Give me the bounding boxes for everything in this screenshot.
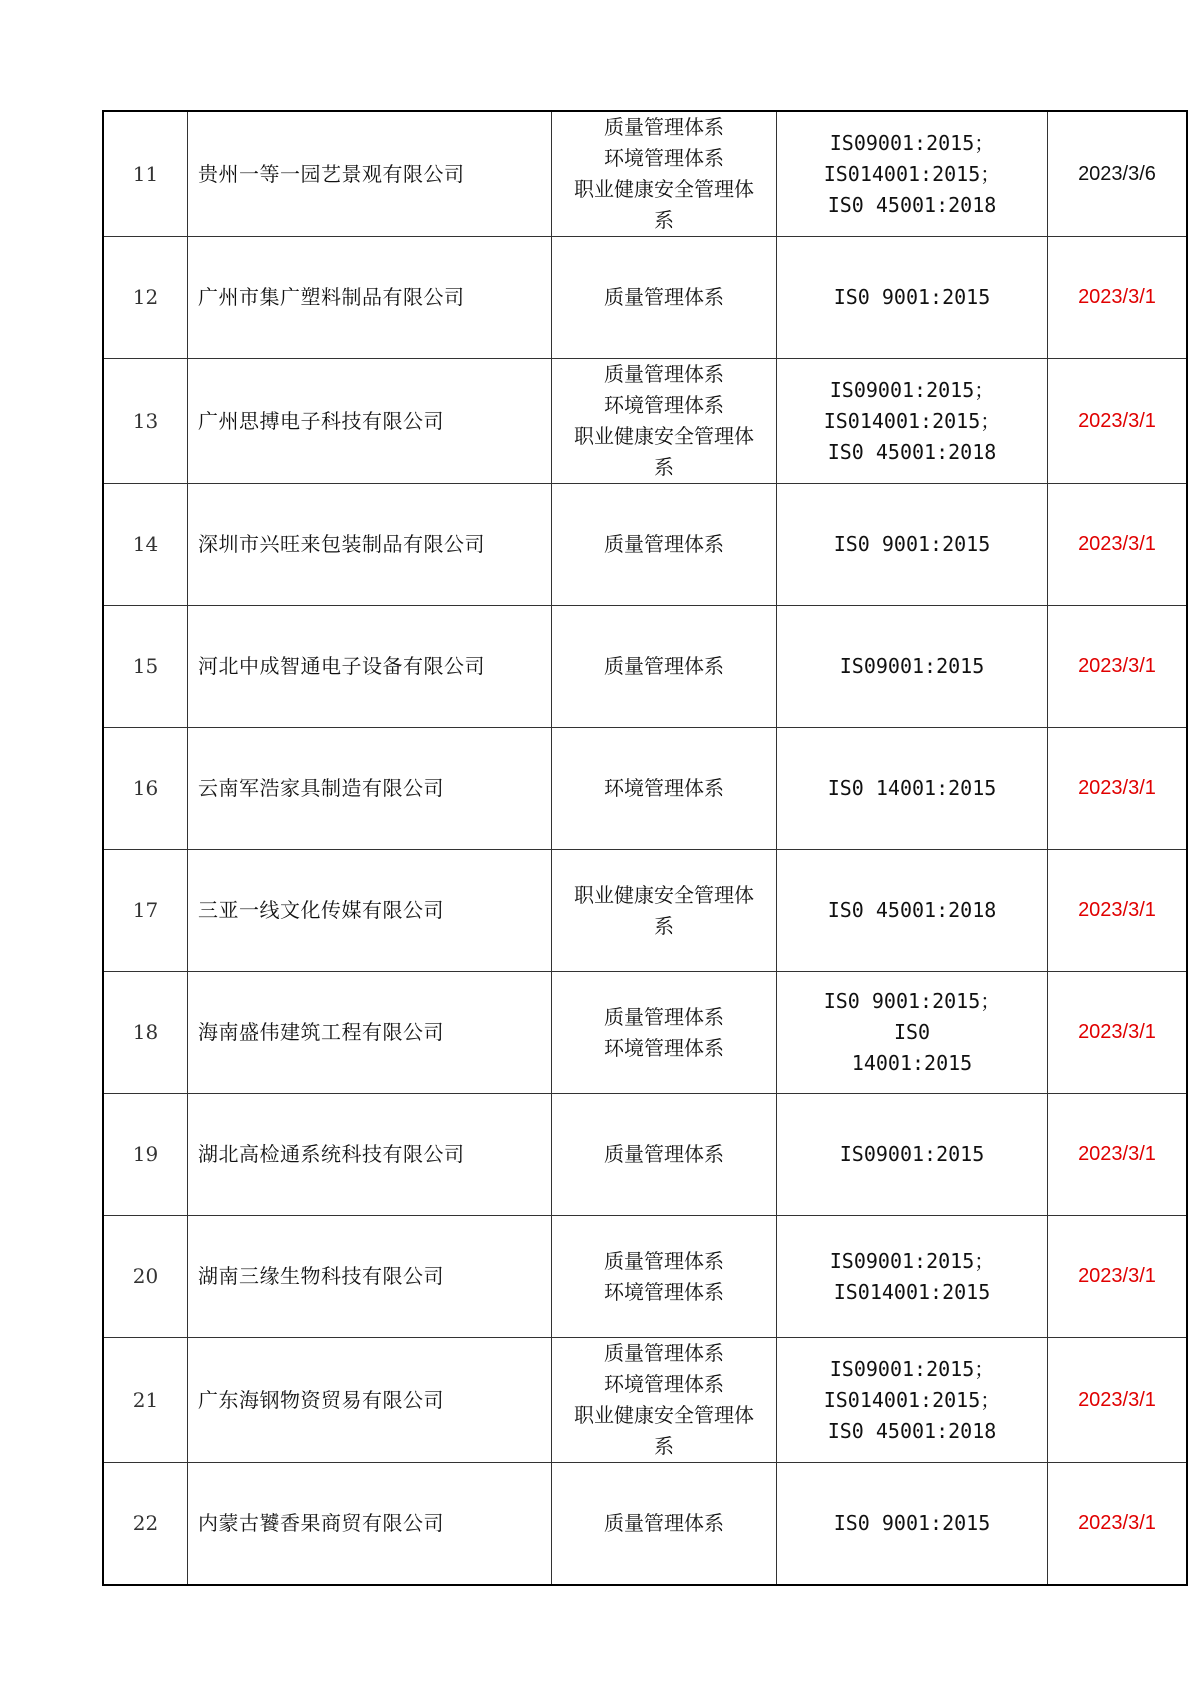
table-row <box>103 484 1187 606</box>
issue-date-cell: 2023/3/1 <box>1048 237 1188 359</box>
management-system-line: 质量管理体系 <box>604 1248 724 1273</box>
certificate-list-page <box>102 110 1188 1586</box>
management-system-line: 环境管理体系 <box>604 146 724 170</box>
certificate-table-body <box>103 111 1187 1585</box>
row-number-cell: 16 <box>103 728 188 850</box>
standard-line: IS09001:2015 <box>839 1142 985 1166</box>
standard-cell <box>777 1216 1048 1338</box>
company-name-cell: 三亚一线文化传媒有限公司 <box>188 850 552 972</box>
company-name-cell: 海南盛伟建筑工程有限公司 <box>188 972 552 1094</box>
company-name-cell: 湖北高检通系统科技有限公司 <box>188 1094 552 1216</box>
management-system-cell <box>552 1094 777 1216</box>
table-row <box>103 1338 1187 1463</box>
standard-line: IS014001:2015； <box>823 161 1001 186</box>
table-row <box>103 850 1187 972</box>
standard-cell <box>777 850 1048 972</box>
company-name-cell: 广州市集广塑料制品有限公司 <box>188 237 552 359</box>
management-system-line: 职业健康安全管理体 <box>574 882 754 907</box>
standard-line: IS0 14001:2015 <box>827 776 997 800</box>
row-number-cell: 12 <box>103 237 188 359</box>
standard-cell <box>777 359 1048 484</box>
row-number-cell: 19 <box>103 1094 188 1216</box>
standard-line: IS014001:2015； <box>823 408 1001 433</box>
row-number-cell: 20 <box>103 1216 188 1338</box>
standard-cell <box>777 1094 1048 1216</box>
standard-cell <box>777 237 1048 359</box>
management-system-line: 环境管理体系 <box>604 1035 724 1060</box>
standard-line: IS0 45001:2018 <box>827 898 997 922</box>
standard-line: IS0 9001:2015 <box>833 1511 991 1535</box>
management-system-line: 质量管理体系 <box>604 362 724 386</box>
management-system-cell <box>552 359 777 484</box>
management-system-cell <box>552 1338 777 1463</box>
management-system-line: 职业健康安全管理体 <box>574 424 754 448</box>
standard-line: IS09001:2015； <box>829 130 995 155</box>
standard-cell <box>777 1463 1048 1586</box>
standard-cell <box>777 972 1048 1094</box>
management-system-line: 职业健康安全管理体 <box>574 1403 754 1427</box>
table-row <box>103 359 1187 484</box>
issue-date-cell: 2023/3/1 <box>1048 1338 1188 1463</box>
issue-date-cell: 2023/3/1 <box>1048 972 1188 1094</box>
management-system-line: 环境管理体系 <box>604 776 724 800</box>
standard-cell <box>777 484 1048 606</box>
management-system-line: 系 <box>654 913 674 938</box>
management-system-line: 质量管理体系 <box>604 654 724 678</box>
standard-line: IS09001:2015； <box>829 377 995 402</box>
standard-line: IS0 45001:2018 <box>827 192 997 217</box>
standard-cell <box>777 1338 1048 1463</box>
management-system-cell <box>552 1463 777 1586</box>
management-system-line: 质量管理体系 <box>604 1341 724 1365</box>
issue-date-cell: 2023/3/1 <box>1048 1463 1188 1586</box>
management-system-cell <box>552 111 777 237</box>
management-system-line: 质量管理体系 <box>604 1004 724 1029</box>
table-row <box>103 606 1187 728</box>
management-system-line: 环境管理体系 <box>604 393 724 417</box>
management-system-cell <box>552 1216 777 1338</box>
table-row <box>103 237 1187 359</box>
management-system-line: 职业健康安全管理体 <box>574 177 754 201</box>
issue-date-cell: 2023/3/1 <box>1048 1216 1188 1338</box>
standard-cell <box>777 728 1048 850</box>
row-number-cell: 14 <box>103 484 188 606</box>
row-number-cell: 11 <box>103 111 188 237</box>
company-name-cell: 深圳市兴旺来包装制品有限公司 <box>188 484 552 606</box>
management-system-cell <box>552 728 777 850</box>
management-system-cell <box>552 850 777 972</box>
standard-line: 14001:2015 <box>851 1051 973 1075</box>
company-name-cell: 河北中成智通电子设备有限公司 <box>188 606 552 728</box>
standard-line: IS0 9001:2015；IS0 <box>823 989 1001 1044</box>
standard-line: IS09001:2015 <box>839 654 985 678</box>
standard-line: IS014001:2015； <box>823 1387 1001 1412</box>
certificate-table <box>102 110 1188 1586</box>
management-system-cell <box>552 972 777 1094</box>
row-number-cell: 15 <box>103 606 188 728</box>
issue-date-cell: 2023/3/1 <box>1048 1094 1188 1216</box>
standard-cell <box>777 606 1048 728</box>
management-system-line: 系 <box>654 208 674 232</box>
management-system-line: 质量管理体系 <box>604 532 724 556</box>
row-number-cell: 22 <box>103 1463 188 1586</box>
row-number-cell: 18 <box>103 972 188 1094</box>
standard-line: IS09001:2015； <box>829 1248 995 1273</box>
management-system-line: 环境管理体系 <box>604 1279 724 1304</box>
table-row <box>103 728 1187 850</box>
company-name-cell: 广东海钢物资贸易有限公司 <box>188 1338 552 1463</box>
company-name-cell: 贵州一等一园艺景观有限公司 <box>188 111 552 237</box>
management-system-cell <box>552 237 777 359</box>
row-number-cell: 13 <box>103 359 188 484</box>
management-system-line: 系 <box>654 1434 674 1458</box>
row-number-cell: 21 <box>103 1338 188 1463</box>
management-system-cell <box>552 484 777 606</box>
company-name-cell: 广州思搏电子科技有限公司 <box>188 359 552 484</box>
issue-date-cell: 2023/3/1 <box>1048 728 1188 850</box>
table-row <box>103 1216 1187 1338</box>
management-system-line: 系 <box>654 455 674 479</box>
standard-line: IS0 9001:2015 <box>833 532 991 556</box>
management-system-line: 质量管理体系 <box>604 1511 724 1535</box>
table-row <box>103 111 1187 237</box>
table-row <box>103 1463 1187 1586</box>
standard-line: IS0 45001:2018 <box>827 439 997 464</box>
standard-line: IS0 9001:2015 <box>833 285 991 309</box>
standard-line: IS014001:2015 <box>833 1279 991 1304</box>
management-system-line: 环境管理体系 <box>604 1372 724 1396</box>
company-name-cell: 内蒙古饕香果商贸有限公司 <box>188 1463 552 1586</box>
standard-line: IS09001:2015； <box>829 1356 995 1381</box>
issue-date-cell: 2023/3/1 <box>1048 850 1188 972</box>
management-system-cell <box>552 606 777 728</box>
issue-date-cell: 2023/3/1 <box>1048 484 1188 606</box>
standard-cell <box>777 111 1048 237</box>
management-system-line: 质量管理体系 <box>604 115 724 139</box>
table-row <box>103 972 1187 1094</box>
management-system-line: 质量管理体系 <box>604 1142 724 1166</box>
issue-date-cell: 2023/3/6 <box>1048 111 1188 237</box>
company-name-cell: 云南军浩家具制造有限公司 <box>188 728 552 850</box>
issue-date-cell: 2023/3/1 <box>1048 359 1188 484</box>
standard-line: IS0 45001:2018 <box>827 1418 997 1443</box>
row-number-cell: 17 <box>103 850 188 972</box>
table-row <box>103 1094 1187 1216</box>
management-system-line: 质量管理体系 <box>604 285 724 309</box>
company-name-cell: 湖南三缘生物科技有限公司 <box>188 1216 552 1338</box>
issue-date-cell: 2023/3/1 <box>1048 606 1188 728</box>
